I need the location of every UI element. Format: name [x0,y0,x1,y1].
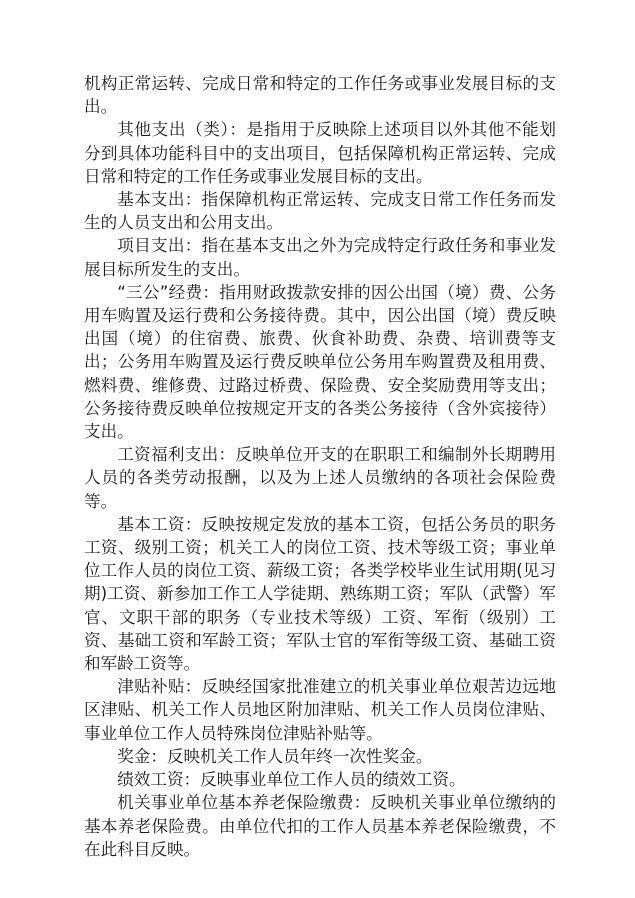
paragraph-project-expenditure: 项目支出：指在基本支出之外为完成特定行政任务和事业发展目标所发生的支出。 [84,236,556,279]
paragraph-other-expenditure: 其他支出（类）：是指用于反映除上述项目以外其他不能划分到具体功能科目中的支出项目，包括保障机构正常运转、完成日常和特定的工作任务或事业发展目标的支出。 [84,120,556,186]
paragraph-bonus: 奖金：反映机关工作人员年终一次性奖金。 [117,746,433,766]
document-body [84,72,556,861]
paragraph-allowances: 津贴补贴：反映经国家批准建立的机关事业单位艰苦边远地区津贴、机关工作人员地区附加津贴、机关工作人员岗位津贴、事业单位工作人员特殊岗位津贴补贴等。 [84,677,556,743]
paragraph-performance-wage: 绩效工资：反映事业单位工作人员的绩效工资。 [117,770,466,790]
paragraph-pension-insurance: 机关事业单位基本养老保险缴费：反映机关事业单位缴纳的基本养老保险费。由单位代扣的工作人员基本养老保险缴费，不在此科目反映。 [84,793,556,859]
paragraph-basic-wage: 基本工资：反映按规定发放的基本工资，包括公务员的职务工资、级别工资；机关工人的岗位工资、技术等级工资；事业单位工作人员的岗位工资、薪级工资；各类学校毕业生试用期(见习期)工资、新参加工作工人学徒期、熟练期工资；军队（武警）军官、文职干部的职务（专业技术等级）工资、军衔（级别）工资、基础工资和军龄工资；军队士官的军衔等级工资、基础工资和军龄工资等。 [84,514,556,674]
paragraph-wage-welfare: 工资福利支出：反映单位开支的在职职工和编制外长期聘用人员的各类劳动报酬，以及为上述人员缴纳的各项社会保险费等。 [84,445,556,511]
paragraph-basic-expenditure: 基本支出：指保障机构正常运转、完成支日常工作任务而发生的人员支出和公用支出。 [84,190,556,233]
paragraph-continuation: 机构正常运转、完成日常和特定的工作任务或事业发展目标的支出。 [84,74,556,117]
paragraph-three-public-expenses: “三公”经费：指用财政拨款安排的因公出国（境）费、公务用车购置及运行费和公务接待费。其中，因公出国（境）费反映出国（境）的住宿费、旅费、伙食补助费、杂费、培训费等支出；公务用车购置及运行费反映单位公务用车购置费及租用费、燃料费、维修费、过路过桥费、保险费、安全奖励费用等支出；公务接待费反映单位按规定开支的各类公务接待（含外宾接待）支出。 [84,282,556,442]
